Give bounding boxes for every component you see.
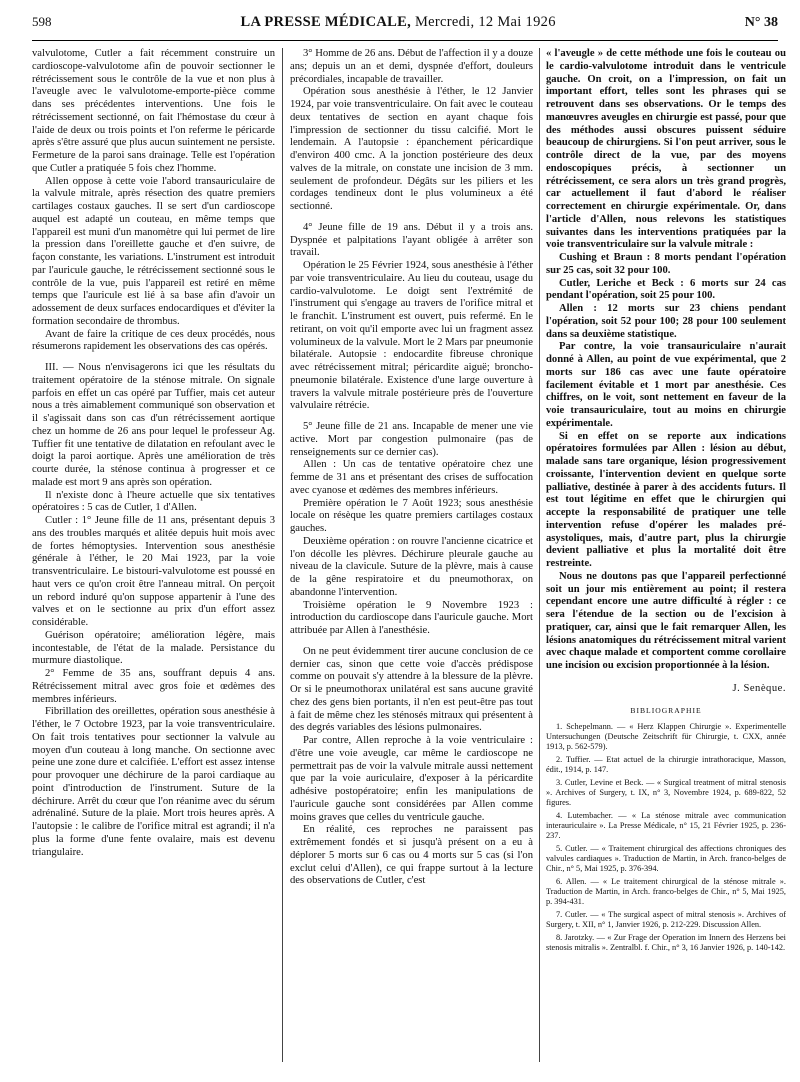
page-number: 598: [32, 14, 52, 29]
column-divider: [282, 48, 283, 1062]
paragraph: Guérison opératoire; amélioration légère, mais incontestable, de l'état de la malade. Persistance du murmure diastolique.: [32, 629, 275, 667]
paragraph: Avant de faire la critique de ces deux procédés, nous résumerons rapidement les observations des cas opérés.: [32, 328, 275, 353]
paragraph: Par contre, Allen reproche à la voie ventriculaire : d'être une voie aveugle, car même le cardioscope ne permettrait pas de voir la valvule mitrale aussi nettement que par la voie auriculaire, d'exposer à la péricardite adhésive postopératoire; enfin les manipulations de l'auricule gauche sont considérées par Allen comme moins graves que celles du ventricule gauche.: [290, 735, 533, 823]
paragraph: Cushing et Braun : 8 morts pendant l'opération sur 25 cas, soit 32 pour 100.: [546, 252, 786, 276]
bibliography-entry: 3. Cutler, Levine et Beck. — « Surgical treatment of mitral stenosis ». Archives of Surgery, t. IX, n° 3, Novembre 1924, p. 689-822, 52 figures.: [546, 778, 786, 808]
paragraph: « l'aveugle » de cette méthode une fois le couteau ou le cardio-valvulotome introduit dans le ventricule gauche. On croit, on a l'impression, on fait un important effort, telles sont les phrases qui se retrouvent dans ses observations. Or le temps des manœuvres aveugles en chirurgie est passé, pour que des méthodes aussi obscures puissent séduire beaucoup de chirurgiens. Si l'on peut arriver, sous le contrôle direct de la vue, par des moyens endoscopiques précis, à sectionner un rétrécissement, ce sera alors un très grand progrès, car actuellement il faut d'abord le réaliser correctement en chirurgie expérimentale. Or, dans l'article d'Allen, nous relevons les statistiques suivantes dans les interventions pratiquées par la voie transventriculaire sur la valvule mitrale :: [546, 48, 786, 251]
paragraph: En réalité, ces reproches ne paraissent pas extrêmement fondés et si jusqu'à présent on a eu à déplorer 5 morts sur 6 cas ou 4 morts sur 5 cas (si l'on exclut celui d'Allen), ce qui frappe surtout à la lecture des observations de Cutler, c'est: [290, 824, 533, 887]
paragraph: Troisième opération le 9 Novembre 1923 : introduction du cardioscope dans l'auricule gauche. Mort attribuée par Allen à l'anesthésie.: [290, 599, 533, 636]
paragraph: Fibrillation des oreillettes, opération sous anesthésie à l'éther, le 7 Octobre 1923, par la voie transventriculaire. On fait trois tentatives pour sectionner la valvule au moyen d'un couteau à long manche. On sectionne avec peine une zone dure et calcifiée. L'effort est assez intense pour provoquer une déchirure de la paroi cardiaque au point d'introduction de l'instrument. Suture de la déchirure. Arrêt du cœur que l'on réanime avec du sérum adrénaliné. Suture de la plaie. Mort trois heures après. A l'autopsie : le calibre de l'orifice mitral est agrandi; il n'a plus la forme d'une fente ovalaire, mais est devenu triangulaire.: [32, 706, 275, 858]
paragraph: 4° Jeune fille de 19 ans. Début il y a trois ans. Dyspnée et palpitations l'ayant obligée à arrêter son travail.: [290, 221, 533, 259]
paragraph: 3° Homme de 26 ans. Début de l'affection il y a douze ans; depuis un an et demi, dyspnée d'effort, douleurs précordiales, incapable de travailler.: [290, 48, 533, 85]
paragraph: Nous ne doutons pas que l'appareil perfectionné soit un jour mis entièrement au point; il restera cependant encore une autre difficulté à régler : ce sera l'étendue de la section ou de l'excision à pratiquer, car, ainsi que le fait remarquer Allen, les lésions anatomiques du rétrécissement mitral varient avec chaque malade et comportent comme corollaire une incision ou excision proportionnée à la lésion.: [546, 570, 786, 671]
bibliography-entry: 4. Lutembacher. — « La sténose mitrale avec communication interauriculaire ». La Presse Médicale, n° 15, 21 Février 1925, p. 236-237.: [546, 811, 786, 841]
journal-name: LA PRESSE MÉDICALE,: [240, 14, 412, 30]
paragraph: Allen : Un cas de tentative opératoire chez une femme de 31 ans et présentant des crises de suffocation avec cyanose et œdèmes des membres inférieurs.: [290, 459, 533, 496]
bibliography-entry: 2. Tuffier. — Etat actuel de la chirurgie intrathoracique, Masson, édit., 1914, p. 147.: [546, 755, 786, 775]
paragraph: Cutler, Leriche et Beck : 6 morts sur 24 cas pendant l'opération, soit 25 pour 100.: [546, 277, 786, 302]
issue-date: Mercredi, 12 Mai 1926: [414, 14, 556, 30]
bibliography-entry: 8. Jarotzky. — « Zur Frage der Operation im Innern des Herzens bei stenosis mitralis ». Zentralbl. f. Chir., n° 3, 16 Janvier 1926, p. 140-142.: [546, 933, 786, 953]
bibliography-entry: 1. Schepelmann. — « Herz Klappen Chirurgie ». Experimentelle Untersuchungen (Deutsche Zeitschrift für Chirurgie, t. CXX, année 1913, p. 562-579).: [546, 722, 786, 752]
column-1: [32, 48, 275, 1064]
column-divider: [539, 48, 540, 1062]
bibliography-heading: BIBLIOGRAPHIE: [630, 705, 702, 715]
issue-number: N° 38: [744, 15, 778, 30]
paragraph: Opération sous anesthésie à l'éther, le 12 Janvier 1924, par voie transventriculaire. On fait avec le couteau deux tentatives de section en ayant chaque fois l'impression de sectionner du tissu calcifié. Mort le lendemain. A l'autopsie : épanchement péricardique d'environ 400 cmc. A la jonction postérieure des deux valves de la mitrale, on constate une incision de 3 mm. seulement de profondeur. Dégâts sur les piliers et les cordages tendineux dont le plus volumineux a été sectionné.: [290, 86, 533, 212]
paragraph: Si en effet on se reporte aux indications opératoires formulées par Allen : lésion au début, malade sans tare organique, lésion progressivement croissante, l'intervention devient en quelque sorte palliative, destinée à parer à des accidents futurs. Il est tout légitime en effet que le chirurgien qui accepte la responsabilité de pratiquer une telle intervention refuse d'opérer les malades pré-asystoliques, mais, d'autre part, plus la chirurgie devient palliative et plus la mortalité doit être restreinte.: [546, 430, 786, 569]
paragraph: Allen oppose à cette voie l'abord transauriculaire de la valvule mitrale, après résection des quatre premiers cartilages costaux gauches. Il se sert d'un cardioscope auquel est adapté un couteau, en même temps que l'appareil est muni d'un manomètre qui lui permet de lire la pression dans l'oreillette gauche et d'en suivre, de façon constante, les variations. L'instrument est introduit par l'auricule gauche, le rétrécissement sectionné sous le contrôle de la vue, puis l'appareil est retiré en même temps que l'auricule est lié à sa base afin d'avoir un adossement de deux surfaces endocardiques et d'éviter la formation secondaire de thrombus.: [32, 175, 275, 327]
paragraph: 2° Femme de 35 ans, souffrant depuis 4 ans. Rétrécissement mitral avec gros foie et œdèmes des membres inférieurs.: [32, 668, 275, 705]
paragraph: Allen : 12 morts sur 23 chiens pendant l'opération, soit 52 pour 100; 28 pour 100 seulement dans sa deuxième statistique.: [546, 303, 786, 340]
bibliography-entry: 5. Cutler. — « Traitement chirurgical des affections chroniques des valvules cardiaques ». Traduction de Martin, in Arch. franco-belges de Chir., n° 5, Mai 1925, p. 376-394.: [546, 844, 786, 874]
paragraph: 5° Jeune fille de 21 ans. Incapable de mener une vie active. Mort par congestion pulmonaire (pas de renseignements sur ce dernier cas).: [290, 421, 533, 458]
paragraph: Opération le 25 Février 1924, sous anesthésie à l'éther par voie transventriculaire. Au lieu du couteau, usage du cardio-valvulotome. Le doigt sent l'extrémité de l'instrument qui s'engage au travers de l'orifice mitral et le franchit. L'instrument est ouvert, puis refermé. En le retirant, on voit qu'il emporte avec lui un fragment assez volumineux de la valvule. Mort le 2 Mars par pneumonie bilatérale. Autopsie : endocardite fibreuse chronique avec rétrécissement mitral; péricardite aiguë; broncho-pneumonie bilatérale. Existence d'une large ouverture à travers la valvule mitrale postérieure près de l'ouverture valvulaire rétrécie.: [290, 260, 533, 412]
running-title: [52, 14, 745, 31]
paragraph: valvulotome, Cutler a fait récemment construire un cardioscope-valvulotome afin de pouvoir sectionner le rétrécissement sous le contrôle de la vue et non plus à l'aveugle avec le valvulotome-emporte-pièce comme dans ses précédentes interventions. Une fois le rétrécissement sectionné, on fait l'hémostase du cœur à l'aide de deux ou trois points et l'on referme le péricarde après s'être assuré que plus aucun suintement ne persiste. Fermeture de la paroi sans drainage. Telle est l'opération que Cutler a pratiquée 5 fois chez l'homme.: [32, 48, 275, 174]
column-3: [546, 48, 786, 1064]
page-header: [32, 14, 778, 41]
paragraph: Par contre, la voie transauriculaire n'aurait donné à Allen, au point de vue expérimental, que 2 morts sur 186 cas avec une faute opératoire facilement évitable et 1 mort par anesthésie. Ces chiffres, on le voit, sont nettement en faveur de la voie transauriculaire, tout au moins en chirurgie expérimentale.: [546, 341, 786, 429]
paragraph: Cutler : 1° Jeune fille de 11 ans, présentant depuis 3 ans des troubles marqués et alitée depuis huit mois avec de fortes hémoptysies. Intervention sous anesthésie générale à l'éther, le 20 Mai 1923, par la voie transventriculaire. Le bistouri-valvulotome est poussé en haut vers ce qu'on croit être l'anneau mitral. On perçoit un rebord induré qu'on suppose appartenir à l'une des valves et on le sectionne au prix d'un effort assez considérable.: [32, 515, 275, 628]
bibliography-entry: 6. Allen. — « Le traitement chirurgical de la sténose mitrale ». Traduction de Martin, in Arch. franco-belges de Chir., n° 5, Mai 1925, p. 394-431.: [546, 877, 786, 907]
paragraph: On ne peut évidemment tirer aucune conclusion de ce dernier cas, sinon que cette voie d'accès prédispose comme on pouvait s'y attendre à la blessure de la plèvre. Or si le pneumothorax unilatéral est sans aucune gravité chez des gens bien portants, il n'en est peut-être pas tout à fait de même chez les sténosés mitraux qui présentent à des degrés variables des lésions pulmonaires.: [290, 645, 533, 734]
paragraph: Il n'existe donc à l'heure actuelle que six tentatives opératoires : 5 cas de Cutler, 1 d'Allen.: [32, 489, 275, 514]
paragraph: Deuxième opération : on rouvre l'ancienne cicatrice et l'on décolle les plèvres. Déchirure pleurale gauche au niveau de la clavicule. Suture de la plèvre, mais à cause de la gêne respiratoire et du pneumothorax, on abandonne l'intervention.: [290, 535, 533, 598]
bibliography-entry: 7. Cutler. — « The surgical aspect of mitral stenosis ». Archives of Surgery, t. XII, n° 1, Janvier 1926, p. 212-229. Discussion Allen.: [546, 910, 786, 930]
author-signature: J. Senèque.: [732, 682, 786, 694]
column-2: [290, 48, 533, 1064]
paragraph: Première opération le 7 Août 1923; sous anesthésie locale on résèque les quatre premiers cartilages costaux gauches.: [290, 497, 533, 534]
paragraph: III. — Nous n'envisagerons ici que les résultats du traitement opératoire de la sténose mitrale. On signale parfois en effet un cas opéré par Tuffier, mais cet auteur nous a très aimablement communiqué son observation et il s'agissait dans son cas d'un rétrécissement aortique chez un homme de 26 ans pour lequel le professeur Ag. Tuffier fit une tentative de dilatation en refoulant avec le doigt la paroi aortique. Après une amélioration de très courte durée, la sténose continua à progresser et ce malade est mort 9 ans après son opération.: [32, 362, 275, 488]
